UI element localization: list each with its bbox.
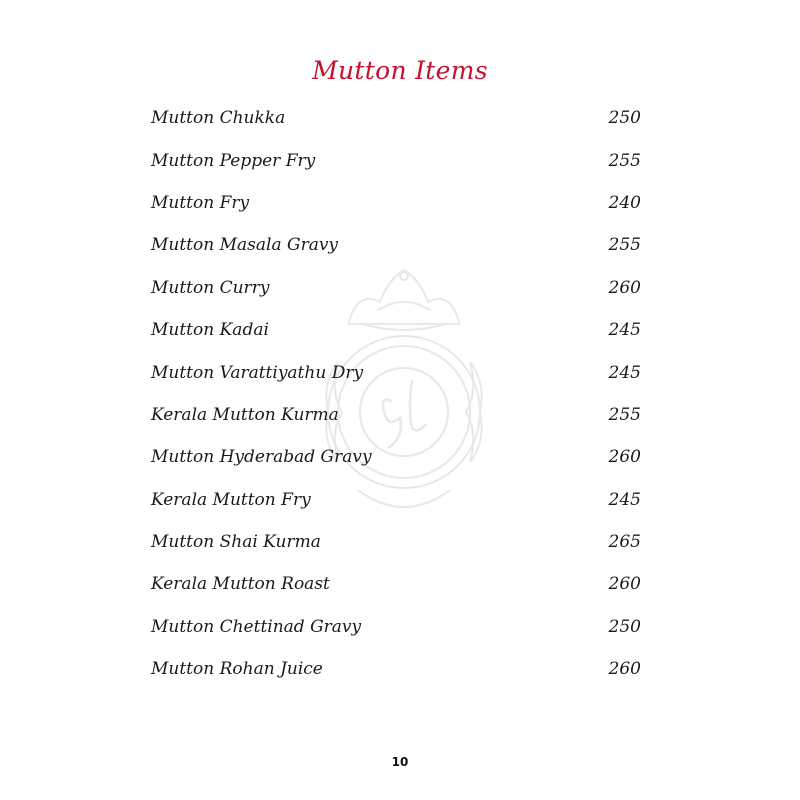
- menu-item-price: 255: [608, 150, 641, 171]
- menu-item: [151, 224, 641, 266]
- menu-item: [151, 563, 641, 605]
- menu-item-price: 260: [608, 277, 641, 298]
- menu-item-name: Mutton Fry: [151, 192, 250, 213]
- menu-item-price: 245: [608, 320, 641, 341]
- menu-item-price: 245: [608, 362, 641, 383]
- menu-item-name: Kerala Mutton Roast: [151, 574, 330, 595]
- menu-item-price: 240: [608, 192, 641, 213]
- menu-item: [151, 479, 641, 521]
- menu-item-price: 250: [608, 108, 641, 129]
- menu-item-name: Mutton Chukka: [151, 108, 286, 129]
- menu-item-price: 260: [608, 447, 641, 468]
- menu-item: [151, 648, 641, 690]
- menu-item: [151, 606, 641, 648]
- menu-item-price: 260: [608, 659, 641, 680]
- menu-item-name: Kerala Mutton Fry: [151, 489, 311, 510]
- menu-item: [151, 436, 641, 478]
- menu-item: [151, 97, 641, 139]
- menu-item-name: Mutton Curry: [151, 277, 270, 298]
- menu-item-price: 250: [608, 616, 641, 637]
- menu-item: [151, 309, 641, 351]
- menu-item-price: 260: [608, 574, 641, 595]
- menu-item-name: Kerala Mutton Kurma: [151, 404, 339, 425]
- menu-item-name: Mutton Kadai: [151, 320, 269, 341]
- menu-item: [151, 139, 641, 181]
- menu-item: [151, 521, 641, 563]
- menu-item-name: Mutton Rohan Juice: [151, 659, 323, 680]
- menu-item-price: 265: [608, 532, 641, 553]
- menu-item: [151, 267, 641, 309]
- page-title: Mutton Items: [312, 56, 488, 85]
- menu-item-price: 255: [608, 235, 641, 256]
- menu-item-name: Mutton Pepper Fry: [151, 150, 316, 171]
- menu-item-price: 245: [608, 489, 641, 510]
- menu-item-price: 255: [608, 404, 641, 425]
- menu-item: [151, 351, 641, 393]
- menu-item-name: Mutton Shai Kurma: [151, 532, 321, 553]
- menu-item-name: Mutton Chettinad Gravy: [151, 616, 362, 637]
- menu-list: [151, 97, 641, 690]
- menu-item-name: Mutton Hyderabad Gravy: [151, 447, 372, 468]
- menu-item-name: Mutton Varattiyathu Dry: [151, 362, 364, 383]
- page-number: 10: [391, 755, 409, 769]
- menu-item: [151, 394, 641, 436]
- menu-item-name: Mutton Masala Gravy: [151, 235, 339, 256]
- menu-item: [151, 182, 641, 224]
